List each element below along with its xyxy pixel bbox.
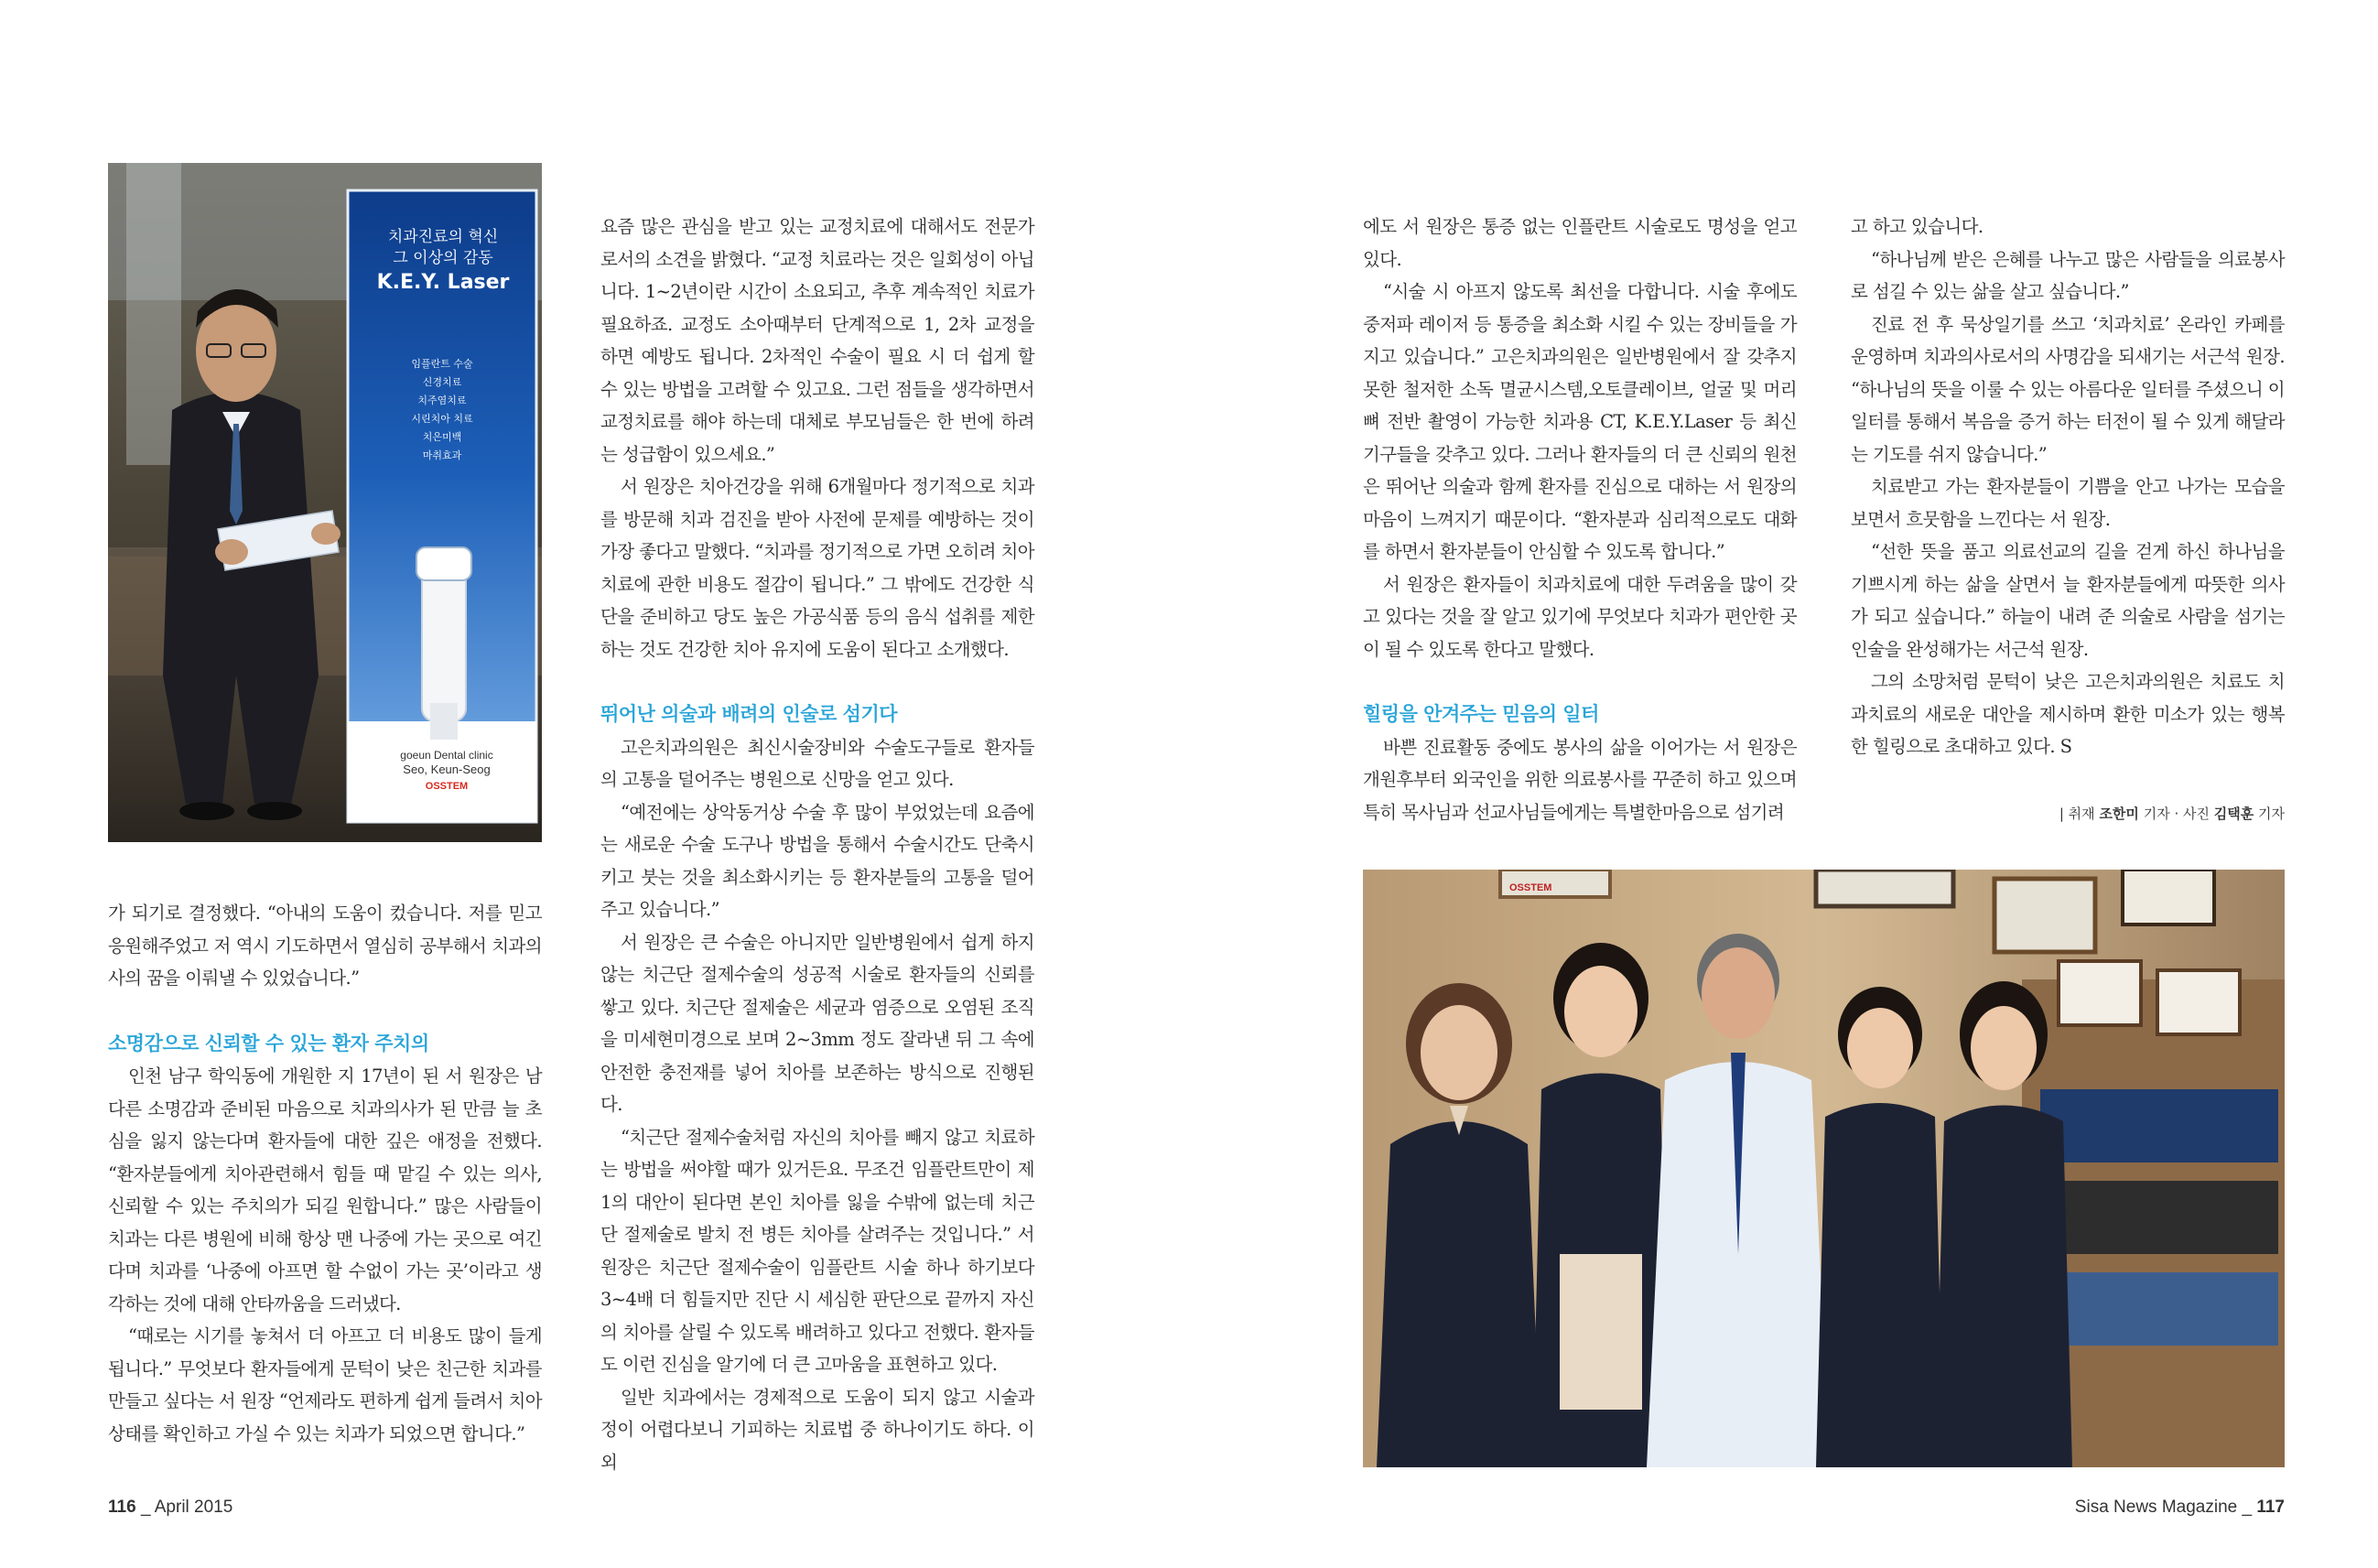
paragraph: 고 하고 있습니다. <box>1851 216 1983 237</box>
paragraph: “시술 시 아프지 않도록 최선을 다합니다. 시술 후에도 중저파 레이저 등 통증을 최소화 시킬 수 있는 장비들을 가지고 있습니다.” 고은치과의원은 일반병원에서 잘 갖추지 못한 철저한 소독 멸균시스템,오토클레이브, 얼굴 및 머리뼈 전반 촬영이 가능한 치과용 CT, K.E.Y.Laser 등 최신 기구들을 갖추고 있다. 그러나 환자들의 더 큰 신뢰의 원천은 뛰어난 의술과 함께 환자를 진심으로 대하는 서 원장의 마음이 느껴지기 때문이다. “환자분과 심리적으로도 대화를 하면서 환자분들이 안심할 수 있도록 합니다.” <box>1363 281 1797 562</box>
section-heading: 뛰어난 의술과 배려의 인술로 섬기다 <box>600 703 898 725</box>
staff-group-photo <box>1363 870 2285 1467</box>
poster-text-block <box>353 227 533 297</box>
article-column-2 <box>600 211 1034 1478</box>
paragraph: 바쁜 진료활동 중에도 봉사의 삶을 이어가는 서 원장은 개원후부터 외국인을 위한 의료봉사를 꾸준히 하고 있으며 특히 목사님과 선교사님들에게는 특별한마음으로 섬기려 <box>1363 736 1797 823</box>
paragraph: “선한 뜻을 품고 의료선교의 길을 걷게 하신 하나님을 기쁘시게 하는 삶을 살면서 늘 환자분들에게 따뜻한 의사가 되고 싶습니다.” 하늘이 내려 준 의술로 사람을 섬기는 인술을 완성해가는 서근석 원장. <box>1851 541 2285 660</box>
paragraph: “치근단 절제수술처럼 자신의 치아를 빼지 않고 치료하는 방법을 써야할 때가 있거든요. 무조건 임플란트만이 제1의 대안이 된다면 본인 치아를 잃을 수밖에 없는데 치근단 절제술로 발치 전 병든 치아를 살려주는 것입니다.” 서 원장은 치근단 절제수술이 임플란트 시술 하나 하기보다 3~4배 더 힘들지만 진단 시 세심한 판단으로 끝까지 자신의 치아를 살릴 수 있도록 배려하고 있다고 전했다. 환자들도 이런 진심을 알기에 더 큰 고마움을 표현하고 있다. <box>600 1126 1034 1375</box>
credit-reporter: 조한미 <box>2099 806 2139 822</box>
poster-title-line-2: 그 이상의 감동 <box>393 249 493 267</box>
section-gap <box>108 995 542 1028</box>
credit-photographer: 김택훈 <box>2213 806 2254 822</box>
frame-logo-text: OSSTEM <box>1509 882 1552 893</box>
paragraph: 서 원장은 환자들이 치과치료에 대한 두려움을 많이 갖고 있다는 것을 잘 알고 있기에 무엇보다 치과가 편안한 곳이 될 수 있도록 한다고 말했다. <box>1363 573 1797 660</box>
poster-menu-item: 마취효과 <box>422 449 462 461</box>
paragraph: “때로는 시기를 놓쳐서 더 아프고 더 비용도 많이 들게 됩니다.” 무엇보다 환자들에게 문턱이 낮은 친근한 치과를 만들고 싶다는 서 원장 “언제라도 편하게 쉽게 들려서 치아 상태를 확인하고 가실 수 있는 치과가 되었으면 합니다.” <box>108 1325 542 1444</box>
right-page-number: 117 <box>2256 1498 2285 1517</box>
poster-menu-item: 치주염치료 <box>417 395 467 406</box>
paragraph: “하나님께 받은 은혜를 나누고 많은 사람들을 의료봉사로 섬길 수 있는 삶을 살고 싶습니다.” <box>1851 248 2285 302</box>
section-heading: 소명감으로 신뢰할 수 있는 환자 주치의 <box>108 1032 429 1054</box>
poster-brand: K.E.Y. Laser <box>376 271 510 294</box>
paragraph: 가 되기로 결정했다. “아내의 도움이 컸습니다. 저를 믿고 응원해주었고 저 역시 기도하면서 열심히 공부해서 치과의사의 꿈을 이뤄낼 수 있었습니다.” <box>108 903 542 989</box>
paragraph: 에도 서 원장은 통증 없는 인플란트 시술로도 명성을 얻고 있다. <box>1363 216 1797 270</box>
paragraph: 서 원장은 치아건강을 위해 6개월마다 정기적으로 치과를 방문해 치과 검진을 받아 사전에 문제를 예방하는 것이 가장 좋다고 말했다. “치과를 정기적으로 가면 오히려 치아 치료에 관한 비용도 절감이 됩니다.” 그 밖에도 건강한 식단을 준비하고 당도 높은 가공식품 등의 음식 섭취를 제한하는 것도 건강한 치아 유지에 도움이 된다고 소개했다. <box>600 476 1034 660</box>
credit-suffix: 기자 <box>2258 806 2285 822</box>
right-folio <box>2075 1498 2285 1518</box>
paragraph: “예전에는 상악동거상 수술 후 많이 부었었는데 요즘에는 새로운 수술 도구나 방법을 통해서 수술시간도 단축시키고 붓는 것을 최소화시키는 등 환자분들의 고통을 덜어주고 있습니다.” <box>600 801 1034 920</box>
photo-credit <box>2059 804 2285 823</box>
poster-menu-item: 치은미백 <box>422 431 462 443</box>
poster-footer <box>364 749 529 794</box>
right-folio-magazine: Sisa News Magazine _ <box>2074 1498 2253 1517</box>
poster-menu-item: 시린치아 치료 <box>411 413 473 425</box>
article-column-1 <box>108 897 542 1450</box>
article-column-4 <box>1851 211 2285 763</box>
paragraph: 일반 치과에서는 경제적으로 도움이 되지 않고 시술과정이 어렵다보니 기피하는 치료법 중 하나이기도 하다. 이 외 <box>600 1386 1034 1473</box>
poster-clinic-name: goeun Dental clinic <box>400 749 493 762</box>
poster-menu-item: 임플란트 수술 <box>411 358 473 370</box>
poster-logo: OSSTEM <box>425 781 469 792</box>
left-folio: 116 _ April 2015 <box>108 1498 233 1517</box>
section-gap <box>600 665 1034 698</box>
paragraph: 고은치과의원은 최신시술장비와 수술도구들로 환자들의 고통을 덜어주는 병원으로 신망을 얻고 있다. <box>600 736 1034 790</box>
credit-prefix: | 취재 <box>2059 806 2095 822</box>
paragraph: 서 원장은 큰 수술은 아니지만 일반병원에서 쉽게 하지 않는 치근단 절제수술의 성공적 시술로 환자들의 신뢰를 쌓고 있다. 치근단 절제술은 세균과 염증으로 오염된 조직을 미세현미경으로 보며 2~3mm 정도 잘라낸 뒤 그 속에 안전한 충전재를 넣어 치아를 보존하는 방식으로 진행된다. <box>600 931 1034 1115</box>
paragraph: 요즘 많은 관심을 받고 있는 교정치료에 대해서도 전문가로서의 소견을 밝혔다. “교정 치료라는 것은 일회성이 아닙니다. 1~2년이란 시간이 소요되고, 추후 계속적인 치료가 필요하죠. 교정도 소아때부터 단계적으로 1, 2차 교정을 하면 예방도 됩니다. 2차적인 수술이 필요 시 더 쉽게 할 수 있는 방법을 고려할 수 있고요. 그런 점들을 생각하면서 교정치료를 해야 하는데 대체로 부모님들은 한 번에 하려는 성급함이 있으세요.” <box>600 216 1034 465</box>
group-photo-illustration <box>1363 870 2285 1467</box>
left-folio-issue: April 2015 <box>154 1498 233 1517</box>
poster-menu <box>383 355 502 465</box>
paragraph: 그의 소망처럼 문턱이 낮은 고은치과의원은 치료도 치과치료의 새로운 대안을 제시하며 환한 미소가 있는 행복한 힐링으로 초대하고 있다. S <box>1851 671 2285 757</box>
clinic-director-photo <box>108 163 542 842</box>
poster-menu-item: 신경치료 <box>422 376 462 388</box>
article-column-3 <box>1363 211 1797 828</box>
section-gap <box>1363 665 1797 698</box>
paragraph: 진료 전 후 묵상일기를 쓰고 ‘치과치료’ 온라인 카페를 운영하며 치과의사로서의 사명감을 되새기는 서근석 원장. “하나님의 뜻을 이룰 수 있는 아름다운 일터를 주셨으니 이 일터를 통해서 복음을 증거 하는 터전이 될 수 있게 해달라는 기도를 쉬지 않습니다.” <box>1851 313 2285 465</box>
left-page-number: 116 <box>108 1498 136 1517</box>
credit-mid: 기자 · 사진 <box>2143 806 2210 822</box>
poster-director-name: Seo, Keun-Seog <box>403 762 491 776</box>
poster-title-line-1: 치과진료의 혁신 <box>387 228 499 246</box>
paragraph: 치료받고 가는 환자분들이 기쁨을 안고 나가는 모습을 보면서 흐뭇함을 느낀다는 서 원장. <box>1851 476 2285 530</box>
paragraph: 인천 남구 학익동에 개원한 지 17년이 된 서 원장은 남다른 소명감과 준비된 마음으로 치과의사가 된 만큼 늘 초심을 잃지 않는다며 환자들에 대한 깊은 애정을 전했다. “환자분들에게 치아관련해서 힘들 때 맡길 수 있는 의사, 신뢰할 수 있는 주치의가 되길 원합니다.” 많은 사람들이 치과는 다른 병원에 비해 항상 맨 나중에 가는 곳으로 여긴다며 치과를 ‘나중에 아프면 할 수없이 가는 곳’이라고 생각하는 것에 대해 안타까움을 드러냈다. <box>108 1065 542 1314</box>
section-heading: 힐링을 안겨주는 믿음의 일터 <box>1363 703 1599 725</box>
